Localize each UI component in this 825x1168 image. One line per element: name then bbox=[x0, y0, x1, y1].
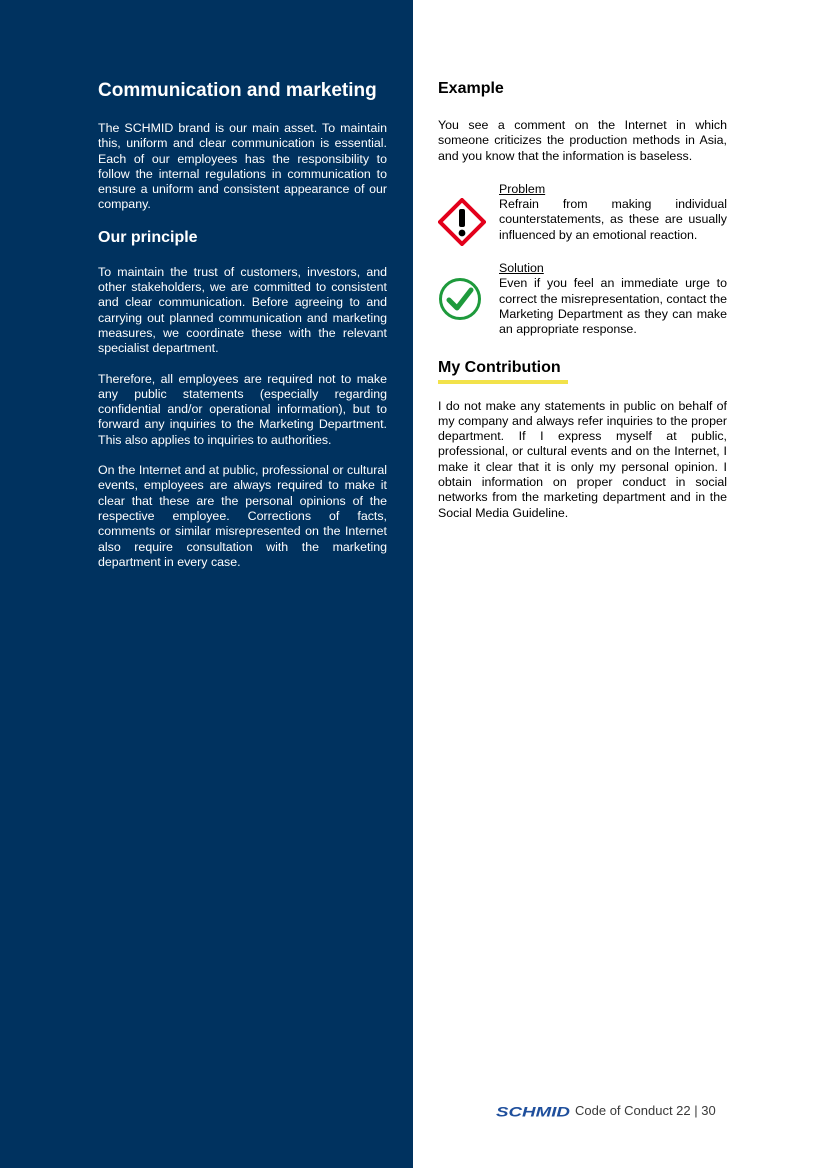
contribution-heading-wrap bbox=[438, 357, 727, 384]
schmid-logo bbox=[496, 1104, 571, 1118]
problem-text: Refrain from making individual counterstatements, as these are usually influenced by an emotional reaction. bbox=[499, 197, 727, 242]
problem-label: Problem bbox=[499, 181, 546, 196]
logo-text: SCHMID bbox=[496, 1104, 570, 1118]
right-column bbox=[438, 78, 727, 521]
internet-paragraph: On the Internet and at public, professional or cultural events, employees are always required to make it clear that these are the personal opinions of the respective employee. Corrections of facts, comments or similar misrepresented on the Internet also require consultation with the marketing department in every case. bbox=[98, 463, 387, 569]
contribution-heading: My Contribution bbox=[438, 358, 561, 376]
solution-text: Even if you feel an immediate urge to correct the misrepresentation, contact the Marketing Department as they can make an appropriate response. bbox=[499, 276, 727, 337]
solution-block bbox=[438, 261, 727, 337]
checkmark-circle-icon bbox=[438, 277, 482, 321]
example-heading: Example bbox=[438, 80, 504, 97]
problem-block bbox=[438, 182, 727, 243]
principle-heading: Our principle bbox=[98, 228, 198, 246]
contribution-paragraph: I do not make any statements in public on behalf of my company and always refer inquiries to the proper department. If I express myself at public, professional, or cultural events and on the Internet, I make it clear that it is only my personal opinion. I obtain information on proper conduct in social networks from the marketing department and in the Social Media Guideline. bbox=[438, 398, 727, 520]
solution-label: Solution bbox=[499, 261, 544, 276]
left-column bbox=[98, 78, 387, 570]
footer-text: Code of Conduct 22 | 30 bbox=[575, 1103, 716, 1118]
yellow-underline bbox=[438, 380, 568, 384]
section-heading: Communication and marketing bbox=[98, 80, 377, 101]
principle-paragraph: To maintain the trust of customers, investors, and other stakeholders, we are committed to consistent and clear communication. Before agreeing to and carrying out planned communication and marketing measures, we coordinate these with the relevant specialist department. bbox=[98, 264, 387, 356]
statements-paragraph: Therefore, all employees are required not to make any public statements (especially regarding confidential and/or operational information), but to forward any inquiries to the Marketing Department. This also applies to inquiries to authorities. bbox=[98, 371, 387, 447]
example-paragraph: You see a comment on the Internet in which someone criticizes the production methods in Asia, and you know that the information is baseless. bbox=[438, 118, 727, 163]
intro-paragraph: The SCHMID brand is our main asset. To maintain this, uniform and clear communication is essential. Each of our employees has the responsibility to follow the internal regulations in communication to ensure a uniform and consistent appearance of our company. bbox=[98, 121, 387, 212]
footer bbox=[496, 1102, 728, 1120]
warning-diamond-icon bbox=[438, 198, 486, 246]
